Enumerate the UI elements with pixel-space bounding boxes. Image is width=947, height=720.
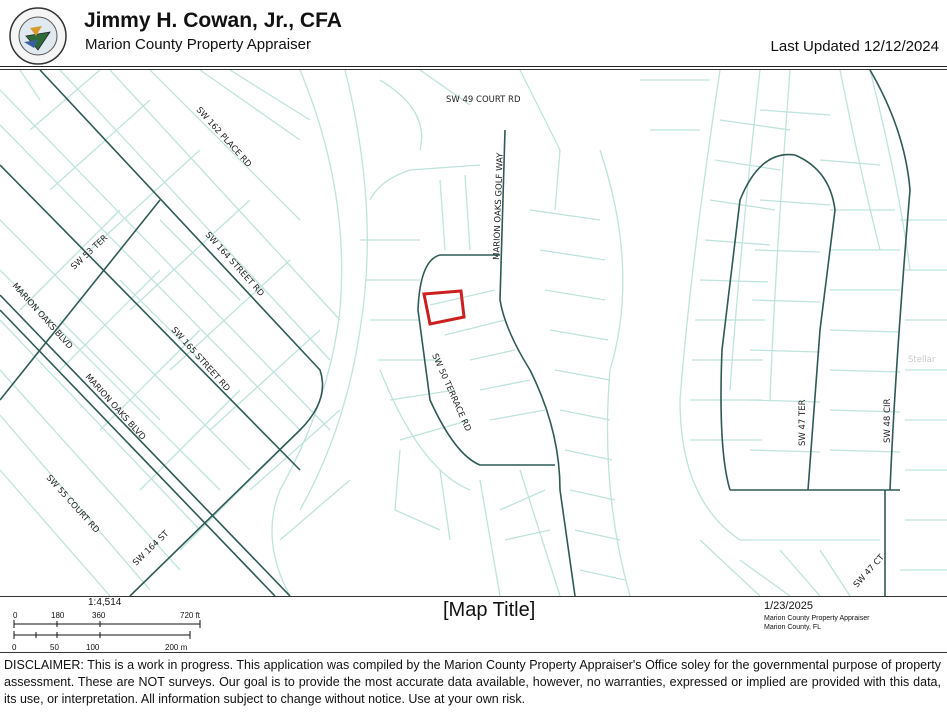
print-location: Marion County, FL (764, 624, 822, 631)
scale-tick-label: 360 (92, 611, 106, 620)
print-date: 1/23/2025 (764, 600, 813, 612)
road-label: SW 47 CT (851, 552, 887, 591)
page-header (0, 0, 947, 67)
scale-ratio: 1:4,514 (88, 597, 122, 608)
map-title: [Map Title] (443, 599, 536, 621)
road-label: MARION OAKS BLVD (9, 281, 75, 352)
scale-tick-label: 720 ft (180, 611, 201, 620)
scale-tick-label: 100 (86, 643, 100, 652)
road-label: SW 47 TER (798, 399, 808, 446)
subject-parcel-outline[interactable] (424, 291, 464, 324)
disclaimer-text: DISCLAIMER: This is a work in progress. This application was compiled by the Marion County Property Appraiser's Office soley for the governmental purpose of property assessment. These are NOT surveys. Our goal is to provide the most accurate data available, however, no warranties, expressed or implied are provided with this data, its use, or interpretation. All information subject to change without notice. Use at your own risk. (4, 658, 941, 706)
road-label: MARION OAKS BLVD (82, 372, 148, 443)
scale-tick-label: 180 (51, 611, 65, 620)
scale-tick-label: 0 (13, 611, 18, 620)
scale-tick-label: 0 (12, 643, 17, 652)
road-label: SW 55 COURT RD (43, 473, 102, 536)
last-updated: Last Updated 12/12/2024 (770, 38, 939, 55)
parcel-lines (0, 70, 947, 596)
road-label: MARION OAKS GOLF WAY (492, 152, 506, 261)
print-office: Marion County Property Appraiser (764, 615, 870, 622)
road-label: SW 165 STREET RD (168, 325, 232, 394)
road-label: SW 162 PLACE RD (193, 105, 254, 170)
road-label: SW 164 STREET RD (202, 230, 266, 299)
scale-bar (0, 604, 220, 654)
road-label: SW 49 COURT RD (446, 95, 521, 105)
map-footer (0, 596, 947, 652)
scale-tick-label: 200 m (165, 643, 188, 652)
divider (0, 652, 947, 653)
road-label: SW 164 ST (131, 528, 172, 569)
road-label: SW 50 TERRACE RD (429, 352, 473, 434)
appraiser-name: Jimmy H. Cowan, Jr., CFA (84, 9, 342, 32)
road-label: SW 48 CIR (883, 398, 893, 443)
parcel-map[interactable] (0, 69, 947, 597)
office-name: Marion County Property Appraiser (85, 36, 311, 53)
road-label: Stellar (908, 355, 936, 365)
road-label: SW 53 TER (69, 233, 111, 273)
scale-tick-label: 50 (50, 643, 59, 652)
county-seal-logo (8, 6, 68, 66)
